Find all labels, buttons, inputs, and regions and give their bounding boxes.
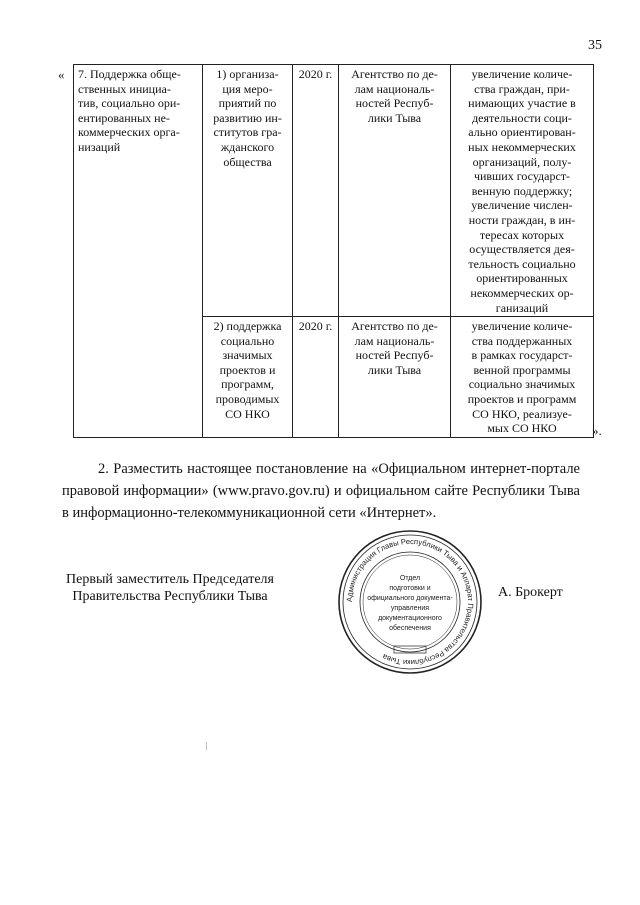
scan-artifact bbox=[206, 742, 207, 750]
table-row bbox=[74, 65, 594, 317]
plan-table bbox=[73, 64, 594, 438]
seal-center-line: управления bbox=[390, 605, 430, 612]
year-cell: 2020 г. bbox=[293, 317, 339, 438]
seal-center-line: официального документа- bbox=[367, 595, 453, 602]
event-cell: 2) поддержка социально значимых проектов и программ, проводимых СО НКО bbox=[203, 317, 293, 438]
seal-center-line: подготовки и bbox=[389, 585, 431, 592]
page-number: 35 bbox=[588, 38, 602, 53]
executor-cell: Агентство по де- лам националь- ностей Респуб- лики Тыва bbox=[339, 65, 451, 317]
signer-title bbox=[60, 571, 280, 605]
resolution-paragraph: 2. Разместить настоящее постановление на «Официальном интернет-портале правовой информации» (www.pravo.gov.ru) и официальном сайте Республики Тыва в информационно-телекоммуникационной сети «Интернет». bbox=[62, 461, 580, 521]
indicator-cell: увеличение количе- ства поддержанных в рамках государст- венной программы социально значимых проектов и программ СО НКО, реализуе- мых СО НКО bbox=[451, 317, 594, 438]
seal-center-line: документационного bbox=[378, 615, 442, 622]
seal-center-line: обеспечения bbox=[389, 625, 431, 632]
signer-title-line: Первый заместитель Председателя bbox=[66, 572, 274, 587]
event-cell: 1) организа- ция меро- приятий по развитию ин- ститутов гра- жданского общества bbox=[203, 65, 293, 317]
executor-cell: Агентство по де- лам националь- ностей Респуб- лики Тыва bbox=[339, 317, 451, 438]
signer-title-line: Правительства Республики Тыва bbox=[72, 589, 268, 604]
signer-name: А. Брокерт bbox=[498, 585, 563, 600]
official-seal bbox=[336, 528, 484, 676]
seal-ring-text: Администрация Главы Республики Тыва и Аппарат Правительства Республики Тыва bbox=[344, 536, 476, 668]
seal-center-line: Отдел bbox=[399, 575, 421, 582]
year-cell: 2020 г. bbox=[293, 65, 339, 317]
opening-quote: « bbox=[58, 67, 65, 82]
indicator-cell: увеличение количе- ства граждан, при- нимающих участие в деятельности соци- ально ориентирован- ных некоммерческих организаций, полу- чивших государст- венную поддержку; увеличение числен- ности граждан, в ин- тересах которых осуществляется дея- тельность социально ориентированных некоммерческих ор- ганизаций bbox=[451, 65, 594, 317]
closing-quote: ». bbox=[592, 423, 602, 438]
task-cell: 7. Поддержка обще- ственных инициа- тив, социально ори- ентированных не- коммерческих орга- низаций bbox=[74, 65, 203, 438]
